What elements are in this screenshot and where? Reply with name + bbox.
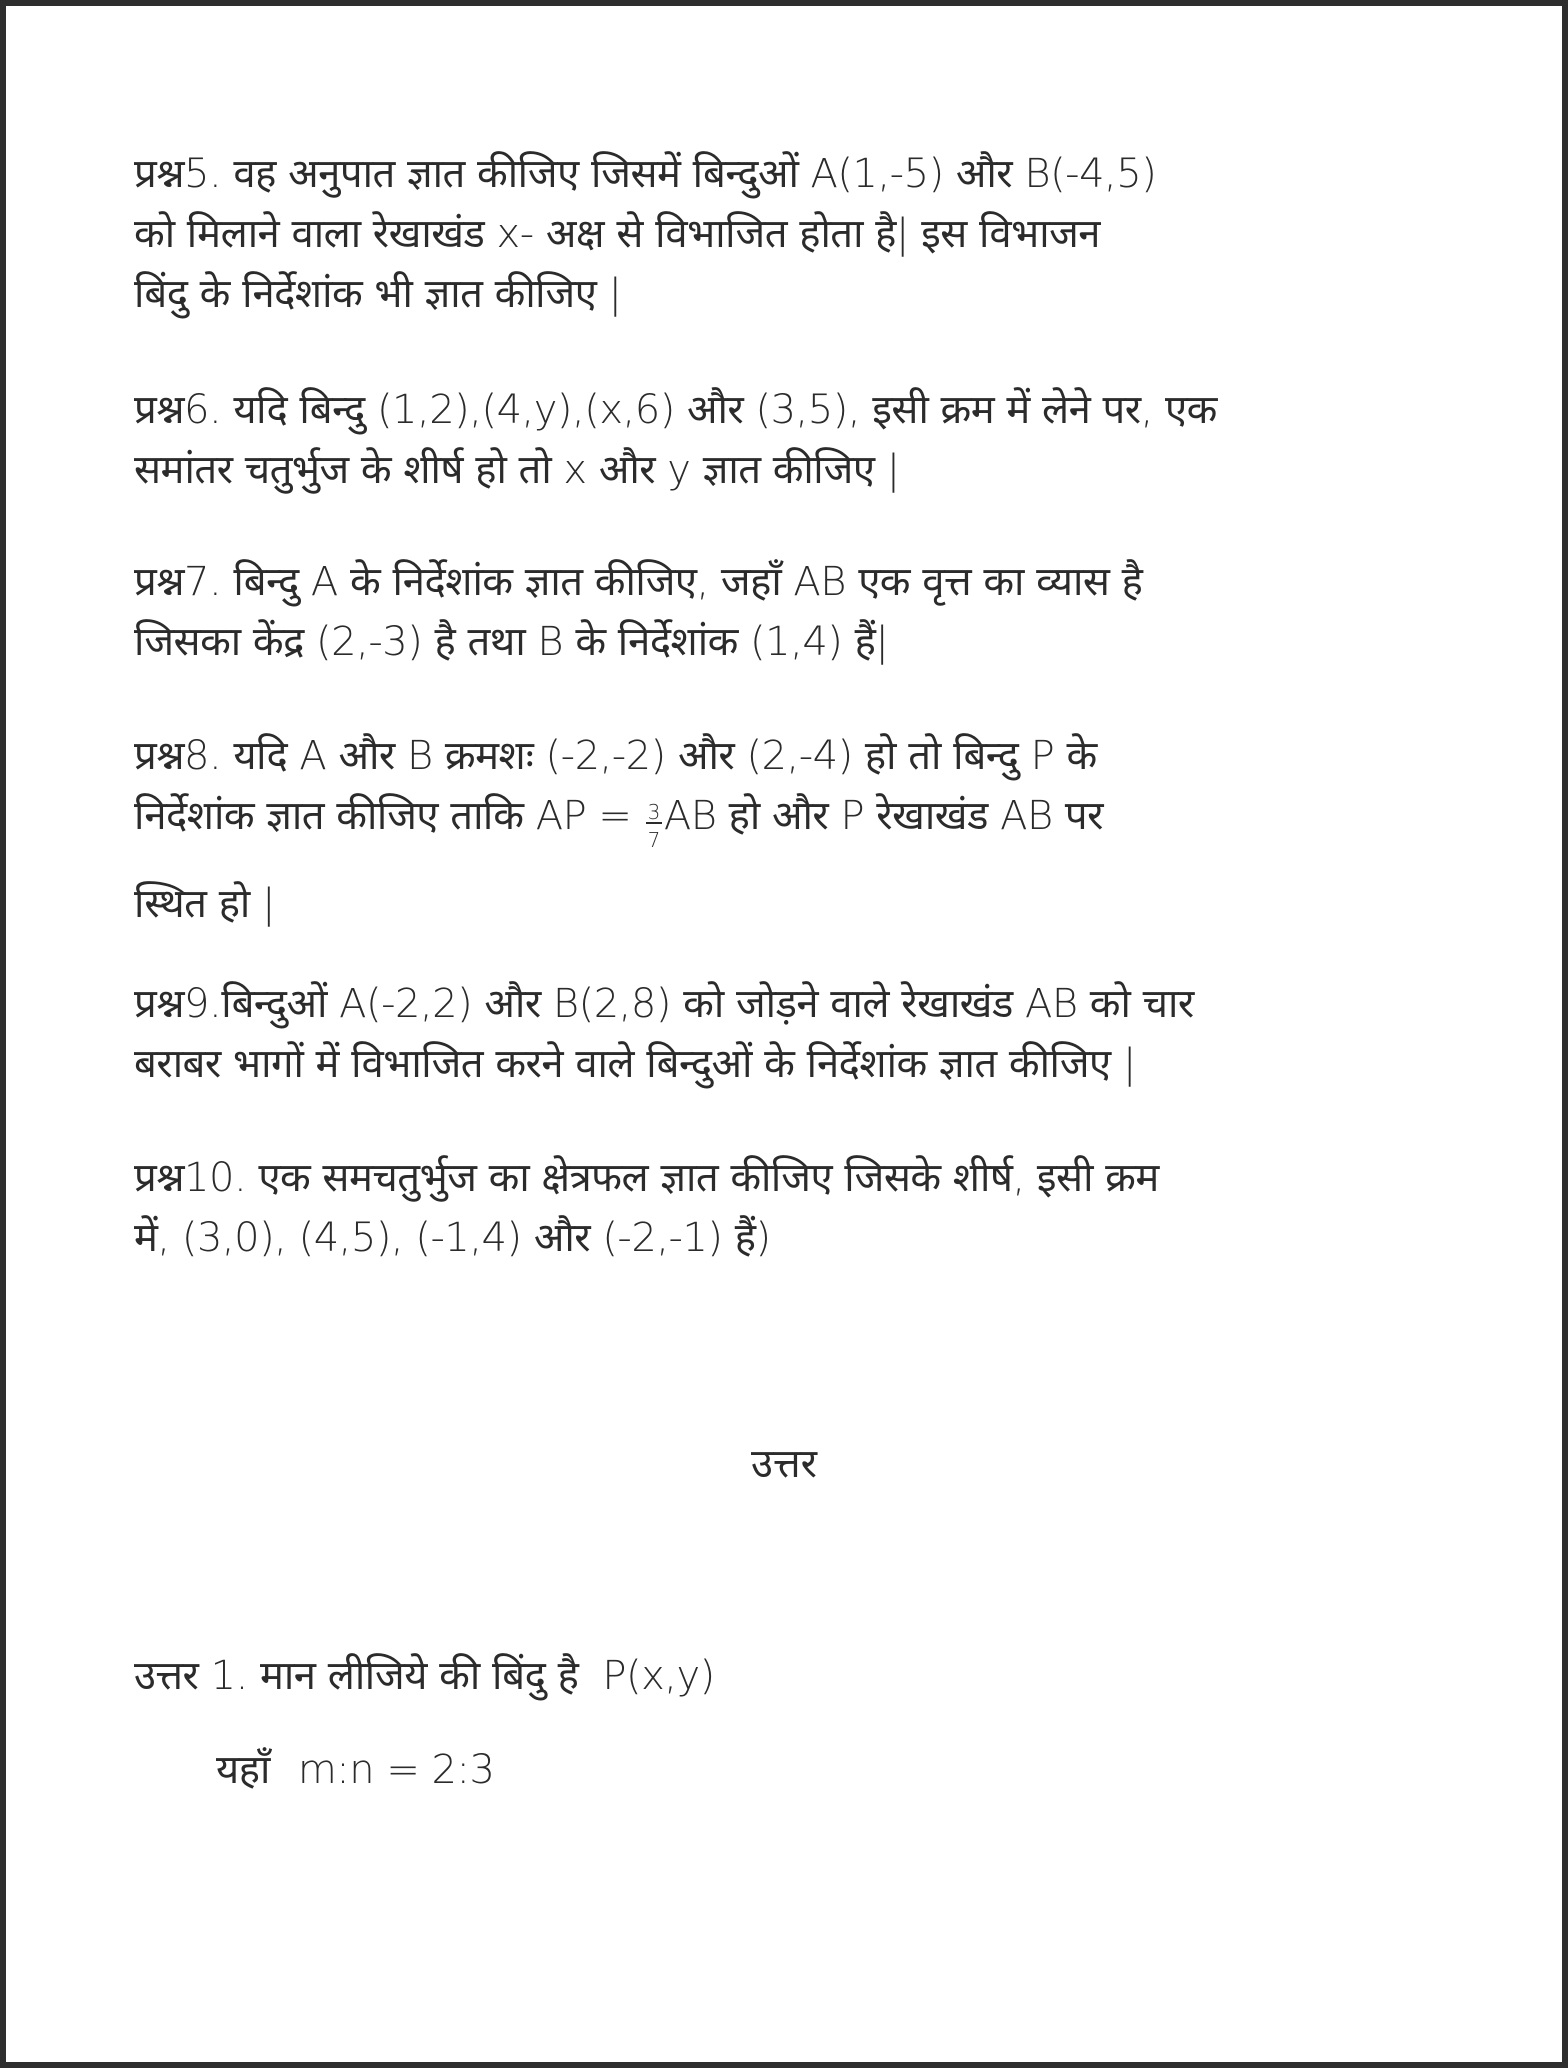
question-7 xyxy=(134,552,1464,672)
question-9-line-1: प्रश्न9.बिन्दुओं A(-2,2) और B(2,8) को जोड़ने वाले रेखाखंड AB को चार xyxy=(134,981,1194,1027)
question-8-line-3: स्थित हो | xyxy=(134,881,275,927)
answers-heading: उत्तर xyxy=(751,1441,817,1487)
question-7-line-2: जिसका केंद्र (2,-3) है तथा B के निर्देशांक (1,4) हैं| xyxy=(134,619,889,665)
question-8-line-2 xyxy=(134,786,1464,852)
question-7-line-1: प्रश्न7. बिन्दु A के निर्देशांक ज्ञात कीजिए, जहाँ AB एक वृत्त का व्यास है xyxy=(134,559,1143,605)
fraction-numerator: 3 xyxy=(647,800,660,824)
question-8-line-1: प्रश्न8. यदि A और B क्रमशः (-2,-2) और (2,-4) हो तो बिन्दु P के xyxy=(134,733,1097,779)
question-9-line-2: बराबर भागों में विभाजित करने वाले बिन्दुओं के निर्देशांक ज्ञात कीजिए | xyxy=(134,1041,1136,1087)
question-5-line-2: को मिलाने वाला रेखाखंड x- अक्ष से विभाजित होता है| इस विभाजन xyxy=(134,211,1100,257)
fraction-denominator: 7 xyxy=(647,828,660,852)
question-10 xyxy=(134,1148,1464,1268)
answer-1 xyxy=(134,1646,1464,1800)
question-8 xyxy=(134,726,1464,934)
answer-1-line-1 xyxy=(134,1646,1464,1706)
question-8-line-2-start: निर्देशांक ज्ञात कीजिए ताकि AP = xyxy=(134,793,644,839)
answer-1-here-label: यहाँ xyxy=(216,1747,270,1793)
answer-1-intro: उत्तर 1. मान लीजिये की बिंदु है xyxy=(134,1653,579,1699)
answer-1-point: P(x,y) xyxy=(602,1653,715,1699)
question-6 xyxy=(134,380,1464,500)
question-8-line-2-end: AB हो और P रेखाखंड AB पर xyxy=(663,793,1103,839)
question-5-line-1: प्रश्न5. वह अनुपात ज्ञात कीजिए जिसमें बिन्दुओं A(1,-5) और B(-4,5) xyxy=(134,151,1157,197)
answer-1-line-2 xyxy=(134,1740,1464,1800)
answer-1-ratio: m:n = 2:3 xyxy=(297,1747,495,1793)
document-page xyxy=(6,6,1562,2062)
question-5 xyxy=(134,144,1464,324)
question-5-line-3: बिंदु के निर्देशांक भी ज्ञात कीजिए | xyxy=(134,271,622,317)
question-6-line-1: प्रश्न6. यदि बिन्दु (1,2),(4,y),(x,6) और (3,5), इसी क्रम में लेने पर, एक xyxy=(134,387,1217,433)
question-6-line-2: समांतर चतुर्भुज के शीर्ष हो तो x और y ज्ञात कीजिए | xyxy=(134,447,900,493)
question-10-line-1: प्रश्न10. एक समचतुर्भुज का क्षेत्रफल ज्ञात कीजिए जिसके शीर्ष, इसी क्रम xyxy=(134,1155,1159,1201)
fraction-three-sevenths xyxy=(646,802,662,850)
question-10-line-2: में, (3,0), (4,5), (-1,4) और (-2,-1) हैं) xyxy=(134,1215,771,1261)
question-9 xyxy=(134,974,1464,1094)
